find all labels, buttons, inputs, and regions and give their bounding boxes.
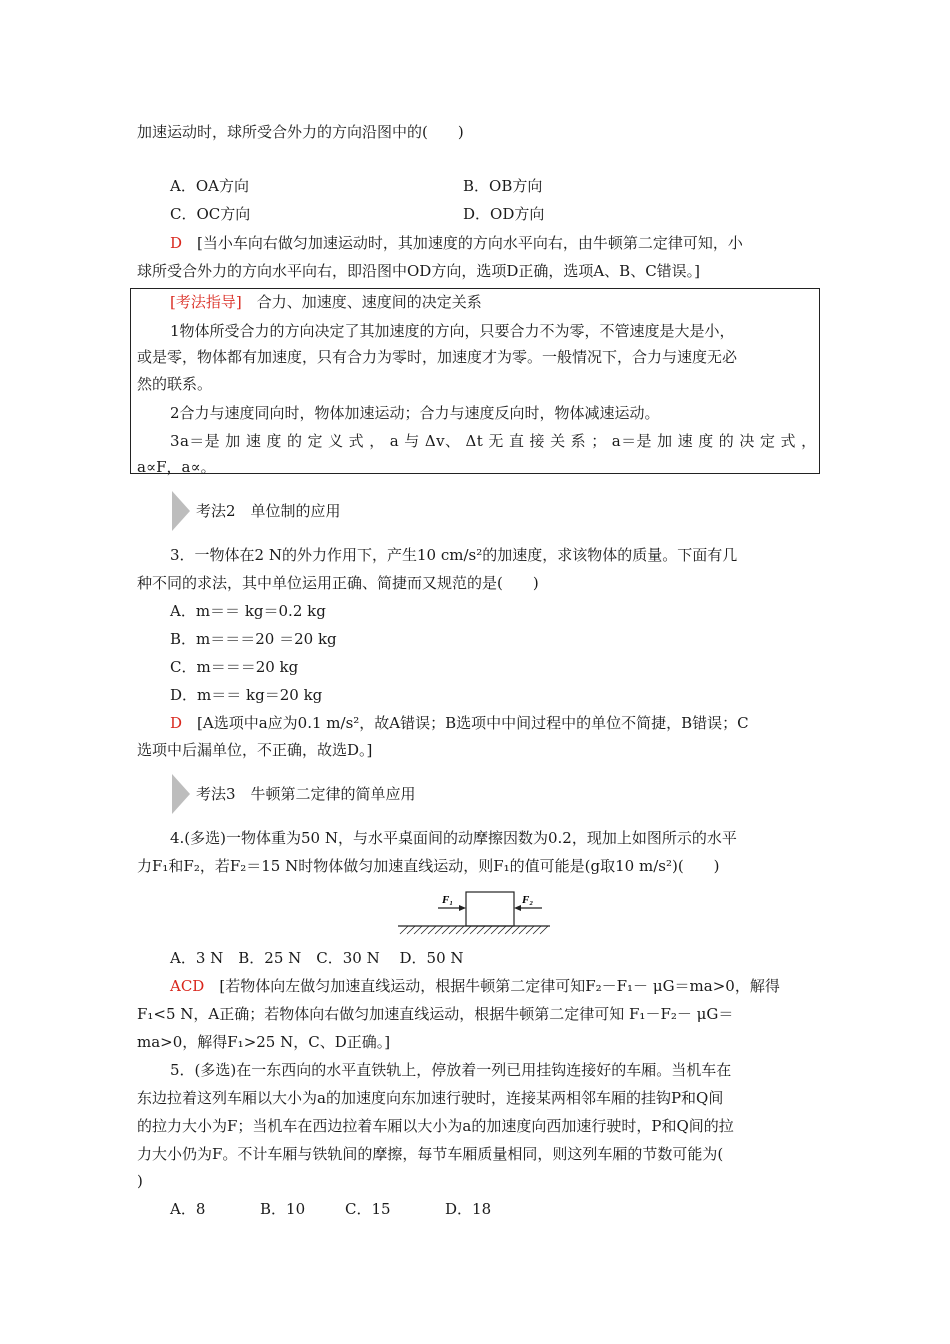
q4-answer-key: ACD [170,977,205,995]
section-2-header [172,491,472,531]
tip-tag: [考法指导] [170,293,242,311]
tip-p1-line1: 1物体所受合力的方向决定了其加速度的方向，只要合力不为零，不管速度是大是小， [170,322,735,340]
q4-answer-text1: [若物体向左做匀加速直线运动，根据牛顿第二定律可知F₂－F₁－ μG＝ma>0，解得 [219,977,780,995]
q3-answer-line1 [170,712,749,734]
tip-title: 合力、加速度、速度间的决定关系 [256,293,482,311]
q5-option-c: C．15 [345,1200,391,1218]
f2-arrowhead [514,905,521,911]
q3-answer-key: D [170,714,183,732]
block [466,892,514,926]
section-3-label: 考法3 牛顿第二定律的简单应用 [196,785,416,803]
q3-answer-text1: [A选项中a应为0.1 m/s²，故A错误；B选项中中间过程中的单位不简捷，B错误；C [197,714,749,732]
q2-stem-tail: 加速运动时，球所受合外力的方向沿图中的( ) [137,123,464,141]
q5-stem-line3: 的拉力大小为F；当机车在西边拉着车厢以大小为a的加速度向西加速行驶时，P和Q间的拉 [137,1117,734,1135]
ground-hatch [400,926,548,934]
q4-answer-line2: F₁<5 N，A正确；若物体向右做匀加速直线运动，根据牛顿第二定律可知 F₁－F₂－ μG＝ [137,1005,734,1023]
tip-p2: 2合力与速度同向时，物体加速运动；合力与速度反向时，物体减速运动。 [170,404,660,422]
q4-stem-line2: 力F₁和F₂，若F₂＝15 N时物体做匀加速直线运动，则F₁的值可能是(g取10 m/s²)( ) [137,857,720,875]
q5-stem-line4: 力大小仍为F。不计车厢与铁轨间的摩擦，每节车厢质量相同，则这列车厢的节数可能为( [137,1145,724,1163]
q2-option-d: D．OD方向 [463,205,545,223]
tip-title-line [170,291,482,313]
q3-option-c: C．m＝＝＝20 kg [170,658,299,676]
q5-option-d: D．18 [445,1200,492,1218]
section-3-header [172,774,472,814]
q3-answer-line2: 选项中后漏单位，不正确，故选D。] [137,741,373,759]
q5-option-a: A．8 [170,1200,206,1218]
q2-answer-key: D [170,234,183,252]
q2-answer-line2: 球所受合外力的方向水平向右，即沿图中OD方向，选项D正确，选项A、B、C错误。] [137,262,701,280]
q3-stem-line2: 种不同的求法，其中单位运用正确、简捷而又规范的是( ) [137,574,539,592]
q3-option-d: D．m＝＝ kg＝20 kg [170,686,323,704]
q3-option-b: B．m＝＝＝20 ＝20 kg [170,630,337,648]
q4-options: A．3 N B．25 N C．30 N D．50 N [170,949,464,967]
section-arrow-icon [172,491,190,531]
q3-stem-line1: 3．一物体在2 N的外力作用下，产生10 cm/s²的加速度，求该物体的质量。下面有几 [170,546,738,564]
tip-p3-line1: 3a＝是 加 速 度 的 定 义 式 ， a 与 Δv、 Δt 无 直 接 关 系 ； a＝是 加 速 度 的 决 定 式 ， [170,432,817,450]
q4-answer-line3: ma>0，解得F₁>25 N，C、D正确。] [137,1033,391,1051]
f1-arrowhead [459,905,466,911]
section-arrow-icon [172,774,190,814]
section-2-label: 考法2 单位制的应用 [196,502,341,520]
q2-option-b: B．OB方向 [463,177,543,195]
q5-stem-line2: 东边拉着这列车厢以大小为a的加速度向东加速行驶时，连接某两相邻车厢的挂钩P和Q间 [137,1089,724,1107]
tip-p3-line2: a∝F，a∝。 [137,458,216,476]
q3-option-a: A．m＝＝ kg＝0.2 kg [170,602,326,620]
f2-label: F₂ [522,894,534,906]
q4-answer-line1 [170,975,780,997]
tip-p1-line2: 或是零，物体都有加速度，只有合力为零时，加速度才为零。一般情况下，合力与速度无必 [137,348,738,366]
force-diagram [398,888,550,938]
q2-option-c: C．OC方向 [170,205,251,223]
q2-option-a: A．OA方向 [170,177,249,195]
f1-label: F₁ [442,894,454,906]
q5-stem-line1: 5．(多选)在一东西向的水平直铁轨上，停放着一列已用挂钩连接好的车厢。当机车在 [170,1061,732,1079]
q5-stem-line5: ) [137,1172,143,1190]
q4-stem-line1: 4.(多选)一物体重为50 N，与水平桌面间的动摩擦因数为0.2，现加上如图所示的水平 [170,829,737,847]
tip-p1-line3: 然的联系。 [137,375,213,393]
q5-option-b: B．10 [260,1200,306,1218]
q2-answer-text1: [当小车向右做匀加速运动时，其加速度的方向水平向右，由牛顿第二定律可知，小 [197,234,743,252]
q2-answer-line1 [170,232,743,254]
